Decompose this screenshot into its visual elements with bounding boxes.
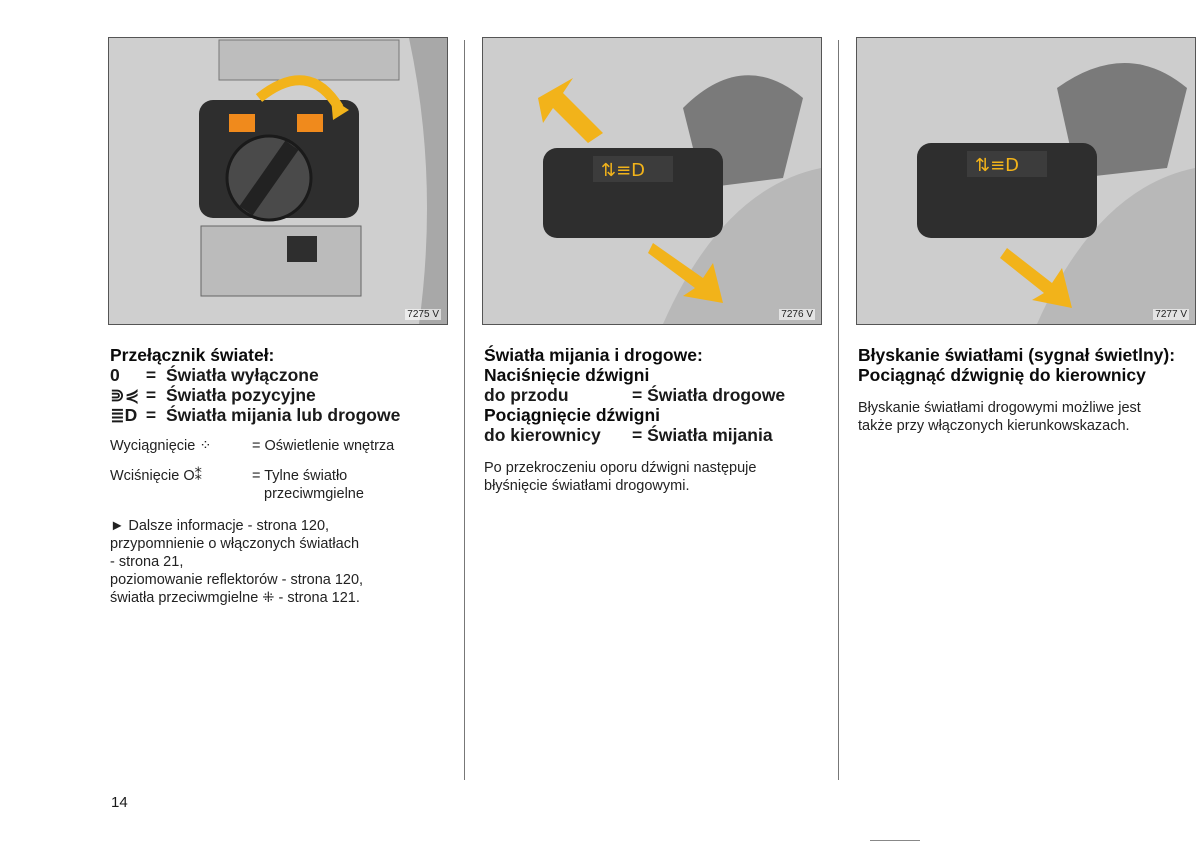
light-switch-illustration — [109, 38, 447, 324]
page-number: 14 — [111, 794, 128, 811]
lever-flash-illustration — [857, 38, 1195, 324]
column-divider-2 — [838, 40, 839, 780]
definition-text: Światła wyłączone — [166, 365, 319, 385]
pull-back-row — [484, 425, 824, 445]
definition-text: Światła pozycyjne — [166, 385, 316, 405]
figure-lever-forward — [482, 37, 822, 325]
row-value: przeciwmgielne — [264, 486, 364, 502]
section-heading: Przełącznik świateł: — [110, 345, 275, 365]
definition-text: Światła mijania lub drogowe — [166, 405, 401, 425]
instruction-line: Pociągnięcie dźwigni — [484, 405, 661, 425]
reference-line: przypomnienie o włączonych światłach — [110, 536, 360, 552]
body-line: błyśnięcie światłami drogowymi. — [484, 478, 690, 494]
parking-light-icon: ⋑⋞ — [110, 385, 140, 405]
row-key: Wciśnięcie O⁑ — [110, 468, 202, 484]
interior-light-row — [110, 437, 450, 455]
row-value: = Tylne światło — [252, 468, 348, 484]
fog-light-row — [110, 467, 450, 485]
row-result: = Światła mijania — [632, 425, 773, 445]
reference-line: światła przeciwmgielne ⁜ - strona 121. — [110, 590, 360, 606]
row-value: = Oświetlenie wnętrza — [252, 438, 395, 454]
column-divider-1 — [464, 40, 465, 780]
definition-row — [110, 365, 450, 385]
figure-lever-flash — [856, 37, 1196, 325]
fog-light-row-continued — [110, 485, 450, 503]
equals-sign: = — [145, 385, 157, 405]
column-low-high-beam — [484, 345, 824, 495]
section-heading: Błyskanie światłami (sygnał świetlny): — [858, 345, 1176, 365]
figure-code: 7275 V — [407, 309, 439, 320]
push-forward-row — [484, 385, 824, 405]
instruction-line: Naciśnięcie dźwigni — [484, 365, 650, 385]
column-headlight-flash — [858, 345, 1198, 435]
footer-rule — [870, 840, 920, 841]
lever-forward-illustration — [483, 38, 821, 324]
row-action: do przodu — [484, 385, 569, 405]
row-action: do kierownicy — [484, 425, 601, 445]
off-symbol: 0 — [110, 365, 120, 385]
body-line: Błyskanie światłami drogowymi możliwe jest — [858, 400, 1141, 416]
headlight-icon: ≣D — [110, 405, 138, 425]
section-subheading: Pociągnąć dźwignię do kierownicy — [858, 365, 1146, 385]
column-light-switch — [110, 345, 450, 607]
reference-line: ► Dalsze informacje - strona 120, — [110, 518, 330, 534]
definition-row — [110, 385, 450, 405]
body-line: także przy włączonych kierunkowskazach. — [858, 418, 1130, 434]
svg-text:⇅≡D: ⇅≡D — [975, 155, 1020, 176]
row-result: = Światła drogowe — [632, 385, 786, 405]
section-heading: Światła mijania i drogowe: — [484, 345, 703, 365]
definition-row — [110, 405, 450, 425]
figure-code: 7277 V — [1155, 309, 1187, 320]
figure-light-switch — [108, 37, 448, 325]
row-key: Wyciągnięcie ⁘ — [110, 438, 212, 454]
body-line: Po przekroczeniu oporu dźwigni następuje — [484, 460, 757, 476]
reference-line: - strona 21, — [110, 554, 184, 570]
figure-code: 7276 V — [781, 309, 813, 320]
equals-sign: = — [145, 365, 157, 385]
equals-sign: = — [145, 405, 157, 425]
reference-line: poziomowanie reflektorów - strona 120, — [110, 572, 364, 588]
svg-text:⇅≡D: ⇅≡D — [601, 160, 646, 181]
